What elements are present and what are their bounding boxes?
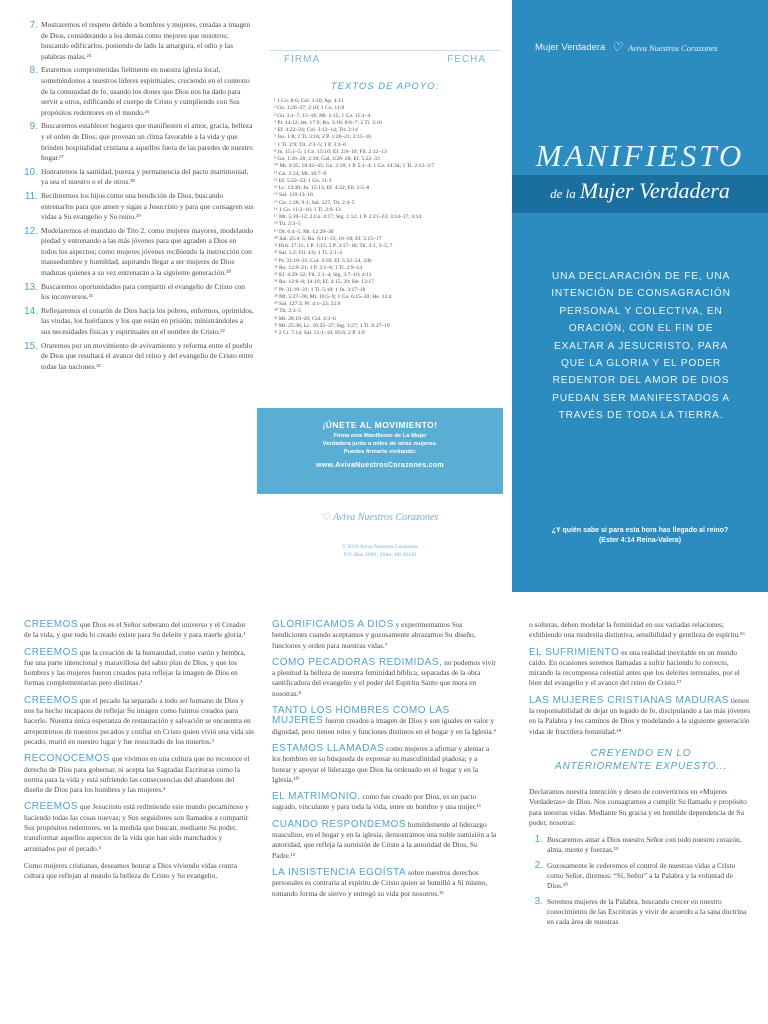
reference-item: ¹⁸ Tit. 2:3–5: [274, 221, 301, 228]
commitments-list-top: [22, 20, 254, 375]
belief-lead: COMO PECADORAS REDIMIDAS,: [272, 656, 443, 668]
belief-paragraph: [24, 802, 254, 853]
references-title: TEXTOS DE APOYO:: [330, 81, 440, 92]
reference-item: ¹¹ Gn. 2:24; Mr. 10:7–9: [274, 170, 327, 177]
join-url-link[interactable]: www.AvivaNuestrosCorazones.com: [316, 462, 444, 470]
declaration-line: INTENCIÓN DE CONSAGRACIÓN: [551, 288, 731, 300]
commitment-number: 12.: [24, 225, 38, 237]
date-label: FECHA: [447, 54, 486, 65]
reference-item: ¹² Ef. 5:22–33; 1 Co. 11:3: [274, 177, 332, 184]
belief-lead: CUANDO RESPONDEMOS: [272, 818, 407, 830]
commitment-text: Mostraremos el respeto debido a hombres y mujeres, creadas a imagen de Dios, considerando a los demás como mejores que nosotros; buscando edificarlos, poniendo de lado la amargura, el odio y las palabras malas.²⁵: [41, 20, 251, 61]
commitment-item: [529, 835, 753, 856]
belief-text: sobre nuestros derechos personales es contraria al espíritu de Cristo quien se humilló a Sí mismo, tomando forma de siervo y entregó su vida por nosotros.¹³: [272, 867, 488, 898]
belief-text: como fue creado por Dios, es un pacto sagrado, vinculante y para toda la vida, entre un hombre y una mujer.¹¹: [272, 792, 482, 812]
join-body-2: Verdadera junto a miles de otras mujeres.: [322, 440, 438, 447]
belief-paragraph: [529, 696, 753, 737]
section-title: [529, 747, 753, 773]
reference-item: ⁶ Jos. 1:8; 2 Ti. 3:16; 2 P. 1:20–21; 3:15–16: [274, 134, 372, 141]
belief-paragraph: [272, 658, 498, 699]
signature-label: FIRMA: [284, 54, 321, 65]
belief-text: que el pecado ha separado a todo ser humano de Dios y nos ha hecho incapaces de reflejar Su imagen como fuimos creados para hacerlo. Nuestra única esperanza de restauración y salvación se encuentra en arrepentirnos de nuestros pecados y confiar en Cristo quien vivió una vida sin pecado, murió en nuestro lugar y fue resucitado de los muertos.³: [24, 695, 254, 746]
commitment-number: 1.: [534, 834, 543, 846]
reference-item: ¹⁴ Sal. 139:13–16: [274, 192, 313, 199]
commitment-text: Estaremos comprometidas fielmente en nuestra iglesia local, sometiéndonos a nuestros líderes espirituales, creciendo en el contexto de la comunidad de fe, usando los dones que Dios nos ha dado para servir a otros, edificando el cuerpo de Cristo y cumpliendo con Sus propósitos redentores en el mundo.²⁶: [41, 65, 250, 117]
reference-item: ⁸ Jn. 15:1–5; 1 Co. 15:10; Ef. 2:8–10; Fil. 2:12–13: [274, 148, 387, 155]
belief-lead: RECONOCEMOS: [24, 753, 111, 765]
signature-and-references: [270, 50, 500, 337]
belief-text: que vivimos en una cultura que no reconoce el derecho de Dios para gobernar, ni acepta las Sagradas Escrituras como la norma para la vida y está sufriendo las consecuencias del abandono del diseño de Dios para los hombres y las mujeres.⁴: [24, 754, 250, 795]
commitment-number: 13.: [24, 281, 38, 293]
join-body-1: Firma este Manifiesto de La Mujer: [333, 433, 427, 439]
belief-lead: GLORIFICAMOS A DIOS: [272, 619, 394, 630]
commitment-item: [22, 65, 254, 118]
subtitle-mujer-verdadera: Mujer Verdadera: [579, 178, 730, 203]
commitment-number: 9.: [29, 121, 38, 133]
commitment-text: Gozosamente le cederemos el control de nuestras vidas a Cristo como Señor, diremos: “Sí, Señor” a la Palabra y la voluntad de Dios.²⁰: [547, 860, 736, 891]
declaration-line: EXALTAR A JESUCRISTO, PARA: [553, 340, 729, 352]
belief-lead: CREEMOS: [24, 694, 79, 706]
commitment-text: Buscaremos amar a Dios nuestro Señor con todo nuestro corazón, alma, mente y fuerzas.¹⁹: [547, 835, 742, 855]
beliefs-column-1: [24, 620, 254, 889]
cover-brand: [535, 40, 755, 55]
section-title-line-1: CREYENDO EN LO: [590, 747, 692, 759]
reference-item: ³² Mt. 25:36; Lc. 10:25–37; Stg. 1:27; 1 Ti. 6:17–19: [274, 322, 390, 329]
belief-text: no podemos vivir a plenitud la belleza de nuestra feminidad bíblica, separadas de la obra santificadora del evangelio y el poder del Espíritu Santo que mora en nosotras.⁸: [272, 657, 496, 698]
belief-paragraph: [272, 820, 498, 861]
belief-paragraph: [272, 706, 498, 737]
belief-text: que Jesucristo está redimiendo este mundo pecaminoso y haciendo todas las cosas nuevas; y Sus seguidores son llamados a compartir Sus propósitos redentores, en la medida que buscan, mediante Su poder, transformar aquellos aspectos de la vida que han sido manchados y arruinados por el pecado.⁵: [24, 802, 249, 853]
ministry-logo: [300, 512, 460, 523]
belief-text: y experimentamos Sus bendiciones cuando aceptamos y gozosamente abrazamos Su diseño, funciones y orden para nuestras vidas.⁷: [272, 620, 476, 650]
commitment-item: [529, 861, 753, 892]
belief-lead: CREEMOS: [24, 801, 79, 813]
belief-lead: ESTAMOS LLAMADAS: [272, 742, 385, 754]
belief-text: que la creación de la humanidad, como varón y hembra, fue una parte intencional y maravillosa del sabio plan de Dios, y que los hombres y las mujeres fueron creados para reflejar la imagen de Dios en formas complementarias pero distintas.²: [24, 647, 246, 688]
reference-item: ¹⁵ Gn. 1:28; 9:1; Sal. 127; Tit. 2:4–5: [274, 199, 355, 206]
commitment-item: [22, 191, 254, 223]
reference-item: ³³ 2 Cr. 7:14; Sal. 51:1–10; 85:6; 2 P. 3:9: [274, 330, 365, 336]
reference-item: ⁹ Gn. 1:26–28; 2:18; Gal. 3:26–28; Ef. 5:22–33: [274, 156, 380, 162]
commitment-number: 2.: [534, 859, 543, 871]
belief-paragraph: [529, 648, 753, 689]
commitment-text: Oraremos por un movimiento de avivamiento y reforma entre el pueblo de Dios que resultará el avance del reino y del evangelio de Cristo entre todas las naciones.³³: [41, 340, 254, 371]
belief-lead: EL SUFRIMIENTO: [529, 646, 620, 658]
join-title: ¡ÚNETE AL MOVIMIENTO!: [322, 420, 438, 430]
reference-item: ²² Sal. 5:2; Fil. 4:6; 1 Ti. 2:1–2: [274, 250, 343, 257]
reference-item: ²⁷ Pr. 31:10–31; 1 Ti. 5:10; 1 Jn. 3:17–18: [274, 286, 366, 293]
heart-icon: ♡: [611, 40, 622, 54]
belief-text: humildemente al liderazgo masculino, en el hogar y en la iglesia, demostramos una noble sumisión a la autoridad, que refleja la sumisión de Cristo a la autoridad de Dios, Su Padre.¹²: [272, 819, 497, 860]
reference-item: ¹⁰ Mr. 9:35; 10:42–45; Gn. 2:18; 1 P. 5:1–4; 1 Co. 14:34; 1 Ti. 2:12–3:7: [274, 163, 435, 170]
commitment-text: Seremos mujeres de la Palabra, buscando crecer en nuestro conocimiento de las Escrituras y vivir de acuerdo a la sana doctrina en cada área de nuestras: [547, 896, 747, 927]
brand-aviva: Aviva Nuestros Corazones: [628, 42, 718, 53]
reference-item: ³ Gn. 3:1–7, 15–16; Mr. 1:15; 1 Co. 15:1–4: [274, 112, 371, 119]
reference-item: ²⁹ Sal. 127:3; Pr. 4:1–23; 22:6: [274, 301, 341, 307]
beliefs-column-2: [272, 620, 498, 906]
commitment-item: [529, 897, 753, 928]
belief-paragraph: [24, 648, 254, 689]
declaration-line: PERSONAL Y COLECTIVA, EN: [559, 305, 723, 317]
commitment-text: Buscaremos establecer hogares que manifiesten el amor, gracia, belleza y el orden de Dios; que provean un clima favorable a la vida y que brinden hospitalidad cristiana a aquellos fuera de las paredes de nuestro hogar.²⁷: [41, 121, 253, 163]
signature-line: [270, 50, 500, 65]
references-list: [270, 98, 500, 337]
ministry-logo-text: Aviva Nuestros Corazones: [333, 512, 439, 523]
cover-declaration: [530, 268, 752, 425]
belief-text: tienen la responsabilidad de dejar un legado de fe, discipulando a las más jóvenes en la Palabra y los caminos de Dios y modelando a la siguiente generación vidas de fructífera feminidad.¹⁸: [529, 695, 751, 736]
belief-paragraph: [272, 744, 498, 785]
belief-paragraph: [24, 696, 254, 747]
belief-paragraph: [272, 620, 498, 651]
belief-text: fueron creados a imagen de Dios y son iguales en valor y dignidad, pero tienen roles y funciones distintos en el hogar y en la Iglesia.⁹: [272, 716, 497, 736]
commitment-text: Buscaremos oportunidades para compartir el evangelio de Cristo con los inconversos.³¹: [41, 281, 246, 302]
commitment-number: 14.: [24, 305, 38, 317]
belief-text: es una realidad inevitable en un mundo caído. En ocasiones seremos llamadas a sufrir haciendo lo correcto, mirando la recompensa celestial antes que los deleites terrenales, por el bien del evangelio y el avance del reino de Cristo.¹⁷: [529, 647, 740, 688]
copyright-text: © 2016 Aviva Nuestros Corazones: [341, 544, 419, 550]
belief-lead: CREEMOS: [24, 619, 79, 630]
commitment-text: Modelaremos el mandato de Tito 2, como mujeres mayores, modelando piedad y entrenando a las más jóvenes para que agraden a Dios en todos los aspectos; como mujeres jóvenes recibiendo la instrucción con mansedumbre y humildad, aspirando llegar a ser mujeres de Dios maduras quienes a su vez entrenarán a la siguiente generación.³⁰: [41, 225, 254, 278]
declaration-line: TRAVÉS DE TODA LA TIERRA.: [558, 410, 724, 422]
belief-text: que Dios es el Señor soberano del universo y el Creador de la vida, y que todo lo creado existe para Su deleite y para traerle gloria.¹: [24, 620, 246, 640]
reference-item: ⁵ Ef. 4:22–24; Col. 3:12–14; Tit. 2:14: [274, 127, 358, 133]
commitment-number: 10.: [24, 166, 38, 178]
quote-text: ¿Y quién sabe si para esta hora has llegado al reino?: [551, 527, 729, 534]
join-movement-box: [257, 408, 503, 494]
reference-item: ²¹ Hch. 17:11; 1 P. 1:15; 2 P. 3:17–18; Tit. 2:1, 3–5, 7: [274, 243, 393, 249]
reference-item: ²⁶ Ro. 12:6–8; 14:19; Ef. 4:15, 29; He. 13:17: [274, 279, 374, 286]
reference-item: ¹ 1 Co. 8:6; Col. 1:16; Ap. 4:11: [274, 98, 344, 104]
heart-icon: ♡: [321, 512, 331, 523]
reference-item: ¹⁶ 1 Co. 11:2–16; 1 Ti. 2:9–13: [274, 206, 341, 213]
belief-lead: LA INSISTENCIA EGOÍSTA: [272, 866, 407, 878]
commitment-item: [22, 121, 254, 163]
cover-quote: [520, 526, 760, 546]
declaration-line: ORACIÓN, CON EL FIN DE: [568, 323, 714, 335]
commitment-item: [22, 306, 254, 338]
reference-item: ³¹ Mt. 28:19–20; Col. 4:3–6: [274, 315, 336, 322]
commitment-item: [22, 282, 254, 303]
declaration-line: PUEDAN SER MANIFESTADOS A: [552, 392, 730, 404]
brand-mujer-verdadera: Mujer Verdadera: [535, 42, 606, 53]
cover-subtitle: [512, 178, 768, 204]
declaration-line: QUE LA GLORIA Y EL PODER: [561, 358, 721, 370]
commitment-item: [22, 341, 254, 373]
belief-lead: TANTO LOS HOMBRES COMO LAS MUJERES: [272, 705, 450, 727]
belief-paragraph: [24, 861, 254, 882]
commitment-number: 15.: [24, 340, 38, 352]
commitment-text: Honraremos la santidad, pureza y permanencia del pacto matrimonial, ya sea el nuestro o el de otros.²⁸: [41, 166, 249, 187]
commitment-item: [22, 20, 254, 62]
reference-item: ¹³ Lc. 13:30; Jn. 15:13; Ef. 4:32; Fil. 2:5–8: [274, 185, 370, 191]
reference-item: ⁴ Pr. 14:12; Jer. 17:9; Ro. 3:18; 8:6–7; 2 Ti. 3:16: [274, 119, 382, 126]
reference-item: ²⁴ Ro. 12:9–21; 1 P. 3:1–6; 1 Ti. 2:9–14: [274, 264, 363, 271]
belief-text: como mujeres a afirmar y alentar a los hombres en su búsqueda de expresar su masculinidad piadosa; y a honrar y apoyar el liderazgo que Dios ha ordenado en el hogar y en la Iglesia.¹⁰: [272, 743, 490, 784]
section-title-line-2: ANTERIORMENTE EXPUESTO...: [554, 760, 728, 772]
commitment-item: [22, 167, 254, 188]
continuation-paragraph: o solteras, deben modelar la feminidad en sus variadas relaciones; exhibiendo una modestia distintiva, sensibilidad y gentileza de espíritu.¹⁶: [529, 620, 745, 640]
reference-item: ²⁸ Mt. 5:27–28; Mr. 10:5–9; 1 Co. 6:15–20; He. 13:4: [274, 293, 392, 300]
belief-lead: LAS MUJERES CRISTIANAS MADURAS: [529, 694, 730, 706]
belief-paragraph: [272, 792, 498, 813]
join-body-3: Puedes firmarlo visitando:: [343, 448, 417, 455]
commitment-number: 11.: [24, 190, 38, 202]
commitment-number: 3.: [534, 895, 543, 907]
quote-reference: (Ester 4:14 Reina-Valera): [598, 537, 682, 544]
beliefs-column-3: [529, 620, 753, 933]
commitment-text: Reflejaremos el corazón de Dios hacia los pobres, enfermos, oprimidos, las viudas, los huérfanos y los que están en prisión; ministrándoles a sus necesidades físicas y espirituales en el nombre de Cristo.³²: [41, 305, 254, 337]
reference-item: ²³ Pr. 31:10–31; Col. 3:18; Ef. 5:22–24, 33b: [274, 257, 372, 264]
commitment-item: [22, 226, 254, 279]
declaration-paragraph: Declaramos nuestra intención y deseo de convertirnos en «Mujeres Verdaderas» de Dios. Nos consagramos a cumplir Su llamado y propósito para nuestras vidas. Mediante Su gracia y en humilde dependencia de Su poder, nosotras:: [529, 786, 747, 827]
reference-item: ¹⁹ Dt. 6:4–5; Mt. 12:29–30: [274, 228, 334, 235]
commitment-number: 7.: [29, 20, 38, 31]
declaration-line: UNA DECLARACIÓN DE FE, UNA: [551, 271, 731, 282]
belief-paragraph: [272, 868, 498, 899]
reference-item: ⁷ 1 Ti. 2:9; Tit. 2:3–5; 1 P. 3:3–6: [274, 141, 347, 148]
belief-lead: CREEMOS: [24, 646, 79, 658]
commitment-number: 8.: [29, 65, 38, 77]
commitment-text: Recibiremos los hijos como una bendición de Dios, buscando entrenarlos para que amen y sigan a Jesucristo y para que consagren sus vidas a Su evangelio y Su reino.²⁹: [41, 190, 254, 222]
declaration-line: REDENTOR DEL AMOR DE DIOS: [552, 375, 730, 387]
reference-item: ³⁰ Tit. 2:3–5: [274, 308, 302, 315]
belief-text: Como mujeres cristianas, deseamos honrar a Dios viviendo vidas contra cultura que reflejan al mundo la belleza de Cristo y Su evangelio.: [24, 860, 238, 881]
reference-item: ² Gn. 1:26–27; 2:18; 1 Co. 11:8: [274, 105, 345, 112]
copyright-block: [285, 543, 475, 559]
reference-item: ²⁰ Sal. 25:4–5; Ro. 6:11–13; 16–18; Ef. 5:15–17: [274, 235, 382, 242]
belief-paragraph: [24, 754, 254, 795]
reference-item: ²⁵ Ef. 4:29–32; Fil. 2:1–4; Stg. 3:7–10; 4:11: [274, 272, 372, 278]
belief-paragraph: [24, 620, 254, 641]
reference-item: ¹⁷ Mt. 5:10–12; 2 Co. 4:17; Stg. 1:12; 1 P. 2:21–23; 3:14–17; 4:14: [274, 214, 422, 220]
address-text: P.O. Box 2000 | Niles, MI 49120: [343, 552, 417, 558]
belief-lead: EL MATRIMONIO,: [272, 791, 361, 803]
subtitle-de-la: de la: [550, 186, 576, 201]
cover-title: MANIFIESTO: [535, 138, 745, 173]
